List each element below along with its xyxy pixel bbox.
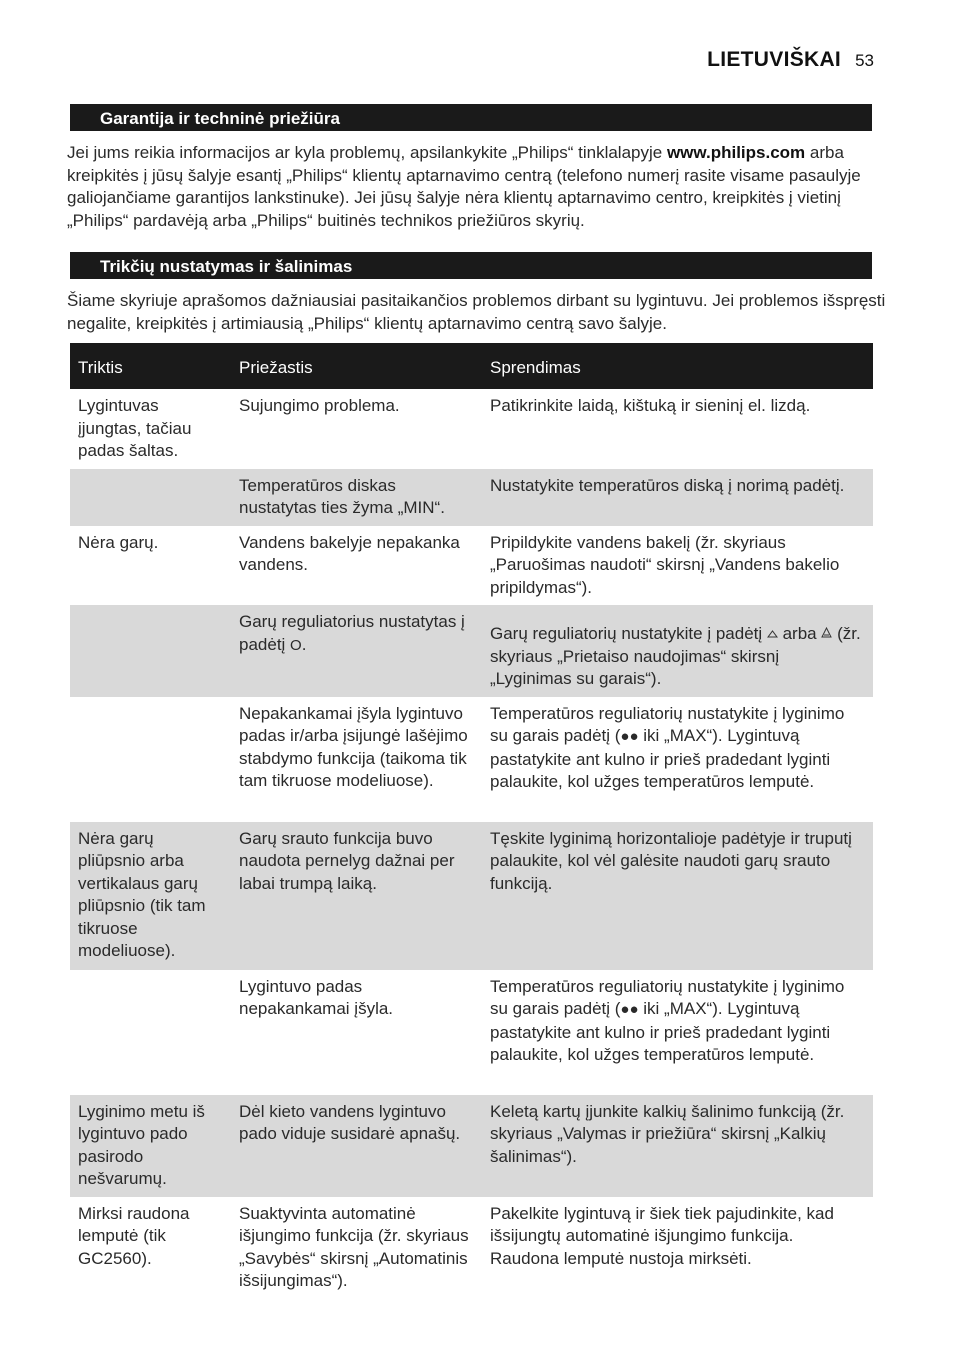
- solution-text-end: iki „MAX“). Lygintuvą pastatykite ant kulno ir prieš pradedant lyginti palaukite, kol užges temperatūros lemputė.: [490, 726, 831, 791]
- steam-high-icon: [821, 627, 832, 638]
- column-header-solution: Sprendimas: [482, 343, 873, 389]
- problem-cell: [70, 469, 231, 526]
- problem-cell: Nėra garų.: [78, 532, 159, 552]
- page-header: [707, 48, 874, 72]
- table-row: [70, 469, 873, 526]
- cause-cell: Dėl kieto vandens lygintuvo pado viduje susidarė apnašų.: [231, 1095, 482, 1197]
- solution-text: Garų reguliatorių nustatykite į padėtį: [490, 624, 767, 643]
- warranty-paragraph: [67, 142, 887, 232]
- problem-cell: Lygintuvas įjungtas, tačiau padas šaltas.: [78, 396, 192, 460]
- warranty-text-start: Jei jums reikia informacijos ar kyla problemų, apsilankykite „Philips“ tinklalapyje: [67, 143, 667, 162]
- solution-cell: [482, 605, 873, 697]
- table-row: [70, 526, 873, 606]
- cause-cell: Garų srauto funkcija buvo naudota pernelyg dažnai per labai trumpą laiką.: [231, 822, 482, 970]
- solution-text: Temperatūros reguliatorių nustatykite į lyginimo su garais padėtį (: [490, 703, 845, 745]
- cause-cell: Sujungimo problema.: [239, 396, 400, 415]
- solution-cell: [482, 697, 873, 822]
- section-title-warranty: Garantija ir techninė priežiūra: [70, 104, 872, 131]
- steam-off-symbol: O: [290, 636, 302, 654]
- table-row: [70, 970, 873, 1095]
- solution-cell: Nustatykite temperatūros diską į norimą padėtį.: [482, 469, 873, 526]
- cause-cell: Vandens bakelyje nepakanka vandens.: [239, 532, 460, 574]
- section-title-troubleshooting: Trikčių nustatymas ir šalinimas: [70, 252, 872, 279]
- problem-cell: [70, 970, 231, 1095]
- solution-cell: [482, 970, 873, 1095]
- table-row: [70, 1197, 873, 1299]
- temperature-dots-symbol: ●●: [620, 1001, 639, 1018]
- cause-cell: Lygintuvo padas nepakankamai įšyla.: [239, 976, 394, 1018]
- warranty-text-end: arba kreipkitės į jūsų šalyje esantį „Philips“ klientų aptarnavimo centrą (telefono numerį rasite visame pasaulyje galiojančiame garantijos lankstinuke). Jei jūsų šalyje nėra klientų aptarnavimo centro, kreipkitės į vietinį „Philips“ pardavėją arba „Philips“ buitinės technikos priežiūros skyrių.: [67, 143, 861, 230]
- column-header-problem: Triktis: [70, 343, 231, 389]
- cause-text-end: .: [301, 634, 307, 654]
- solution-cell: Tęskite lyginimą horizontalioje padėtyje ir truputį palaukite, kol vėl galėsite naudoti garų srauto funkciją.: [482, 822, 873, 970]
- table-row: [70, 389, 873, 469]
- problem-cell: Lyginimo metu iš lygintuvo pado pasirodo nešvarumų.: [70, 1095, 231, 1197]
- cause-text: Garų reguliatorius nustatytas į padėtį: [239, 612, 465, 654]
- cause-cell: Suaktyvinta automatinė išjungimo funkcija (žr. skyriaus „Savybės“ skirsnį „Automatinis išsijungimas“).: [239, 1203, 469, 1290]
- solution-cell: Keletą kartų įjunkite kalkių šalinimo funkciją (žr. skyriaus „Valymas ir priežiūra“ skirsnį „Kalkių šalinimas“).: [482, 1095, 873, 1197]
- page-number: 53: [855, 51, 874, 70]
- cause-cell: Nepakankamai įšyla lygintuvo padas ir/arba įsijungė lašėjimo stabdymo funkcija (taikoma tik tam tikruose modeliuose).: [239, 703, 468, 790]
- table-header-row: [70, 343, 873, 389]
- problem-cell: Mirksi raudona lemputė (tik GC2560).: [78, 1203, 190, 1268]
- solution-cell: Pakelkite lygintuvą ir šiek tiek pajudinkite, kad išsijungtų automatinė išjungimo funkcija. Raudona lemputė nustoja mirksėti.: [490, 1203, 834, 1268]
- cause-cell: [231, 605, 482, 697]
- troubleshooting-table: [70, 343, 873, 1299]
- solution-text-or: arba: [777, 624, 822, 643]
- solution-text-end: iki „MAX“). Lygintuvą pastatykite ant kulno ir prieš pradedant lyginti palaukite, kol užges temperatūros lemputė.: [490, 999, 831, 1064]
- philips-website-link[interactable]: www.philips.com: [666, 143, 806, 162]
- temperature-dots-symbol: ●●: [620, 728, 639, 745]
- table-row: [70, 605, 873, 697]
- cause-cell: Temperatūros diskas nustatytas ties žyma „MIN“.: [231, 469, 482, 526]
- solution-cell: Pripildykite vandens bakelį (žr. skyriaus „Paruošimas naudoti“ skirsnį „Vandens bakelio pripildymas“).: [490, 532, 840, 597]
- table-row: [70, 822, 873, 970]
- table-row: [70, 697, 873, 822]
- troubleshooting-intro: Šiame skyriuje aprašomos dažniausiai pasitaikančios problemos dirbant su lygintuvu. Jei problemos išspręsti negalite, kreipkitės į artimiausią „Philips“ klientų aptarnavimo centrą savo šalyje.: [67, 291, 886, 333]
- steam-low-icon: [767, 630, 778, 638]
- column-header-cause: Priežastis: [231, 343, 482, 389]
- language-label: LIETUVIŠKAI: [707, 48, 842, 71]
- problem-cell: [70, 605, 231, 697]
- problem-cell: Nėra garų pliūpsnio arba vertikalaus garų pliūpsnio (tik tam tikruose modeliuose).: [70, 822, 231, 970]
- solution-text-end: (žr. skyriaus „Prietaiso naudojimas“ skirsnį „Lyginimas su garais“).: [490, 624, 861, 688]
- problem-cell: [70, 697, 231, 822]
- solution-text: Temperatūros reguliatorių nustatykite į lyginimo su garais padėtį (: [490, 976, 845, 1018]
- table-row: [70, 1095, 873, 1197]
- solution-cell: Patikrinkite laidą, kištuką ir sieninį el. lizdą.: [490, 396, 811, 415]
